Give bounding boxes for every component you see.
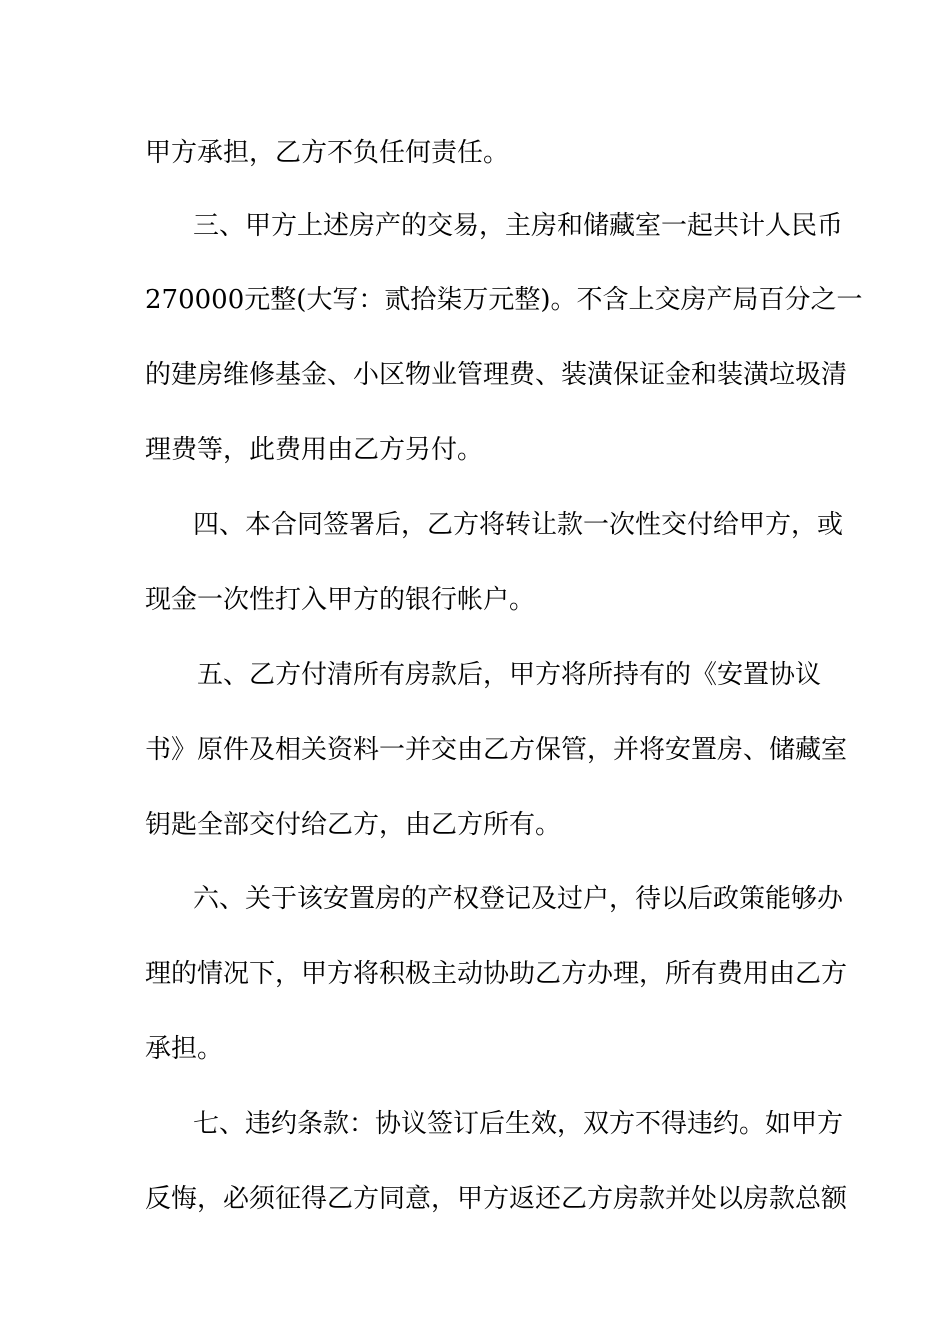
- text-line-4: 的建房维修基金、小区物业管理费、装潢保证金和装潢垃圾清: [145, 360, 848, 390]
- text-line-5: 理费等，此费用由乙方另付。: [145, 435, 484, 465]
- text-line-1: 甲方承担，乙方不负任何责任。: [145, 138, 510, 168]
- text-line-3: 270000元整(大写：贰拾柒万元整)。不含上交房产局百分之一: [145, 285, 863, 315]
- text-line-13: 承担。: [145, 1034, 224, 1064]
- text-line-15: 反悔，必须征得乙方同意，甲方返还乙方房款并处以房款总额: [145, 1184, 848, 1214]
- text-line-6: 四、本合同签署后，乙方将转让款一次性交付给甲方，或: [193, 510, 844, 540]
- text-line-7: 现金一次性打入甲方的银行帐户。: [145, 585, 536, 615]
- text-line-8: 五、乙方付清所有房款后，甲方将所持有的《安置协议: [197, 660, 822, 690]
- text-line-2: 三、甲方上述房产的交易，主房和储藏室一起共计人民币: [193, 211, 844, 241]
- text-line-11: 六、关于该安置房的产权登记及过户，待以后政策能够办: [193, 884, 844, 914]
- text-line-14: 七、违约条款：协议签订后生效，双方不得违约。如甲方: [193, 1109, 844, 1139]
- text-line-12: 理的情况下，甲方将积极主动协助乙方办理，所有费用由乙方: [145, 959, 848, 989]
- text-line-10: 钥匙全部交付给乙方，由乙方所有。: [145, 810, 562, 840]
- text-line-9: 书》原件及相关资料一并交由乙方保管，并将安置房、储藏室: [145, 735, 848, 765]
